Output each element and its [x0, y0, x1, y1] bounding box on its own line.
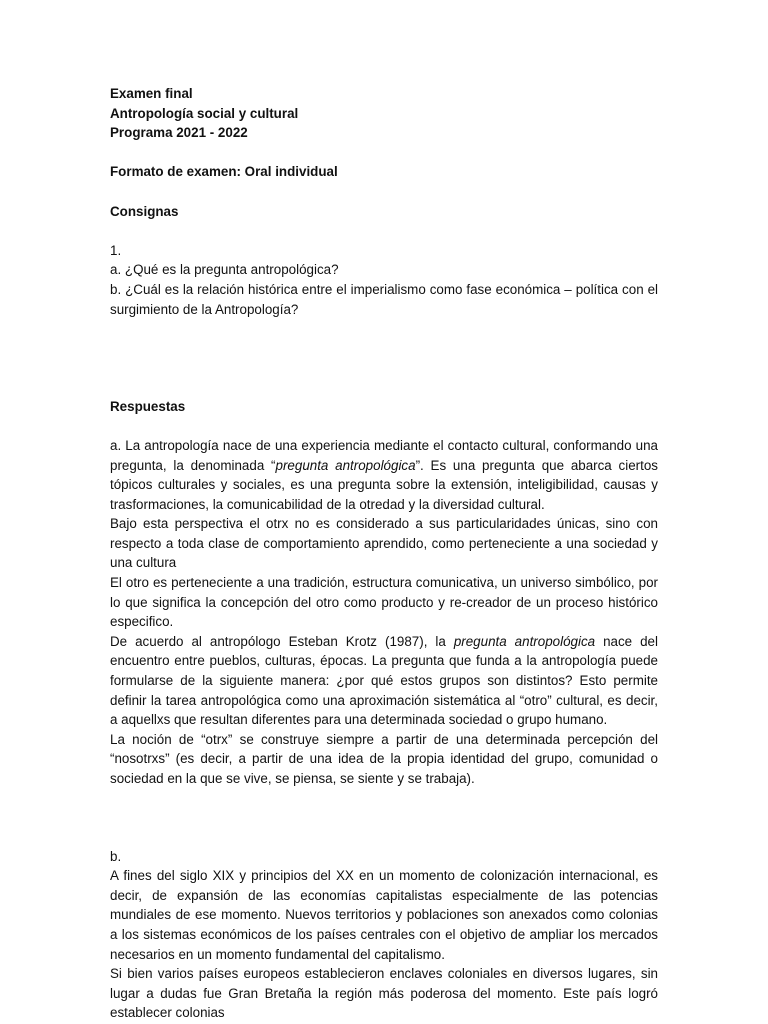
answer-a-paragraph-2: Bajo esta perspectiva el otrx no es considerado a sus particularidades únicas, sino con respecto a toda clase de comportamiento aprendido, como perteneciente a una sociedad y una cultura	[110, 516, 658, 571]
answer-a-paragraph-3: El otro es perteneciente a una tradición, estructura comunicativa, un universo simbólico, por lo que significa la concepción del otro como producto y re-creador de un proceso histórico especifico.	[110, 575, 658, 630]
answer-b-paragraph-1: A fines del siglo XIX y principios del XX en un momento de colonización internacional, es decir, de expansión de las economías capitalistas especialmente de las potencias mundiales de ese momento. Nuevos territorios y poblaciones son anexados como colonias a los sistemas económicos de los países centrales con el objetivo de ampliar los mercados necesarios en un momento fundamental del capitalismo.	[110, 868, 658, 962]
exam-format: Formato de examen: Oral individual	[110, 164, 338, 180]
answer-b-paragraph-2: Si bien varios países europeos establecieron enclaves coloniales en diversos lugares, sin lugar a dudas fue Gran Bretaña la región más poderosa del momento. Este país logró establecer colonias	[110, 966, 658, 1021]
answer-a-p4-text: De acuerdo al antropólogo Esteban Krotz (1987), la	[110, 633, 454, 649]
answer-a-paragraph-5: La noción de “otrx” se construye siempre a partir de una determinada percepción del “nosotrxs” (es decir, a partir de una idea de la propia identidad del grupo, comunidad o sociedad en la que se vive, se piensa, se siente y se trabaja).	[110, 731, 658, 786]
answer-a-p4-emphasis: pregunta antropológica	[453, 633, 596, 649]
answer-b-label: b.	[110, 848, 122, 864]
question-number: 1.	[110, 242, 122, 258]
answer-a-paragraph-1	[110, 436, 658, 514]
question-b: b. ¿Cuál es la relación histórica entre el imperialismo como fase económica – política con el surgimiento de la Antropología?	[110, 281, 658, 317]
answer-a-p4-text-2: nace del encuentro entre pueblos, culturas, épocas. La pregunta que funda a la antropología puede formularse de la siguiente manera: ¿por qué estos grupos son distintos? Esto permite definir la tarea antropológica como una aproximación sistemática al “otro” cultural, es decir, a aquellxs que resultan diferentes para una determinada sociedad o grupo humano.	[110, 633, 658, 728]
answer-a-paragraph-4	[110, 632, 658, 730]
exam-program: Programa 2021 - 2022	[110, 125, 248, 141]
instructions-heading: Consignas	[110, 203, 179, 219]
answer-a-p1-text-2: ”. Es una pregunta que abarca ciertos tópicos culturales y sociales, es una pregunta sobre la extensión, inteligibilidad, causas y trasformaciones, la comunicabilidad de la otredad y la diversidad cultural.	[110, 457, 658, 512]
question-a: a. ¿Qué es la pregunta antropológica?	[110, 262, 339, 278]
exam-title: Examen final	[110, 86, 193, 101]
answer-a-p1-emphasis: pregunta antropológica	[275, 457, 416, 473]
answers-heading: Respuestas	[110, 398, 186, 414]
answer-a-p1-text: a. La antropología nace de una experiencia mediante el contacto cultural, conformando una pregunta, la denominada “	[110, 437, 658, 473]
exam-subject: Antropología social y cultural	[110, 105, 299, 121]
